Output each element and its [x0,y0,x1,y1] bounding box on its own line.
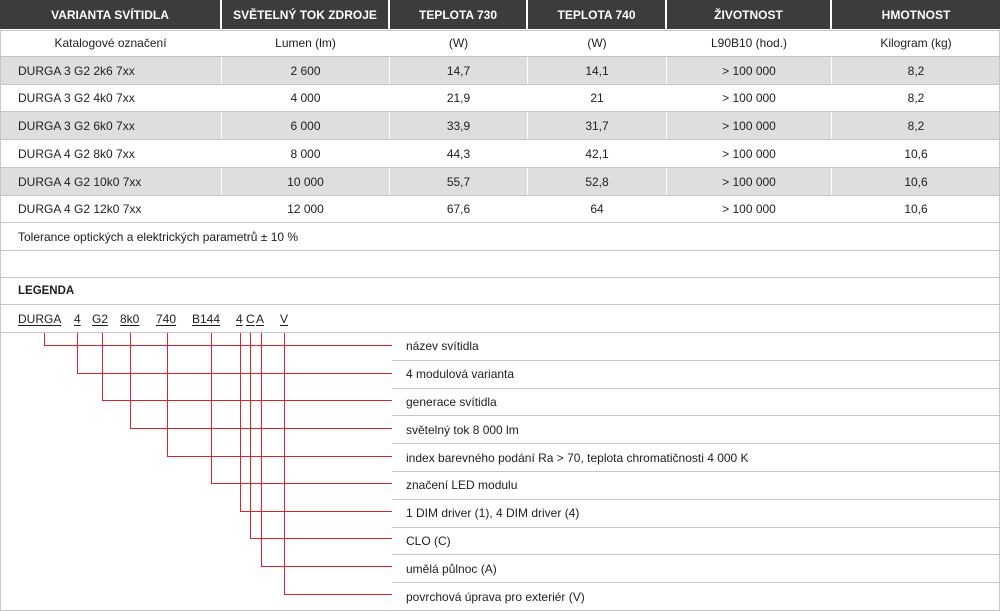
cell-weight: 10,6 [832,168,1000,195]
code-segment-led-module: B144 [192,312,221,326]
legend-item: 1 DIM driver (1), 4 DIM driver (4) [392,500,1000,528]
connector-line-generation [103,333,393,401]
code-segment-driver: 4 [236,312,243,326]
cell-variant: DURGA 4 G2 10k0 7xx [0,168,222,195]
cell-lifetime: > 100 000 [667,85,832,111]
code-segment-finish: V [280,312,289,326]
table-row [0,168,1000,196]
cell-power-730: 14,7 [390,57,528,84]
cell-power-730: 44,3 [390,140,528,167]
connector-line-driver [241,333,393,512]
legend-item: 4 modulová varianta [392,361,1000,389]
code-segment-clo: C [246,312,255,326]
cell-power-730: 67,6 [390,196,528,222]
cell-weight: 10,6 [904,202,928,216]
product-code [0,305,1000,333]
cell-flux: 6 000 [222,112,390,139]
table-row [0,196,1000,223]
table-row [0,57,1000,85]
legend-title: LEGENDA [0,278,1000,305]
cell-weight: 8,2 [832,112,1000,139]
unit-kilogram: Kilogram (kg) [880,36,952,50]
header-variant: VARIANTA SVÍTIDLA [0,0,222,29]
cell-weight: 10,6 [904,146,928,161]
empty-row [0,251,1000,278]
legend-area [0,333,1000,611]
connector-line-color [168,333,393,457]
legend-item: značení LED modulu [392,472,1000,500]
table-row [0,85,1000,112]
cell-power-730: 55,7 [390,168,528,195]
legend-item: CLO (C) [392,528,1000,556]
header-lifetime: ŽIVOTNOST [667,0,832,29]
connector-line-clo [251,333,393,539]
header-power-740: TEPLOTA 740 [528,0,667,29]
code-segment-modules: 4 [74,312,81,326]
code-segment-name: DURGA [18,312,62,326]
unit-watt-740: (W) [528,30,667,56]
code-segment-midnight: A [256,312,265,326]
cell-lifetime: > 100 000 [667,112,832,139]
legend-list [392,333,1000,611]
cell-variant: DURGA 3 G2 2k6 7xx [0,57,222,84]
code-segment-generation: G2 [92,312,109,326]
header-luminous-flux: SVĚTELNÝ TOK ZDROJE [222,0,390,29]
connector-line-name [45,333,393,346]
legend-item: světelný tok 8 000 lm [392,416,1000,444]
cell-flux: 8 000 [222,140,390,167]
cell-flux: 2 600 [222,57,390,84]
unit-lumen: Lumen (lm) [222,30,390,56]
cell-power-740: 42,1 [528,140,667,167]
cell-variant: DURGA 4 G2 8k0 7xx [0,140,222,167]
cell-variant: DURGA 4 G2 12k0 7xx [0,196,222,222]
cell-flux: 4 000 [222,85,390,111]
cell-power-730: 21,9 [390,85,528,111]
code-segment-flux: 8k0 [120,312,140,326]
cell-variant: DURGA 3 G2 4k0 7xx [0,85,222,111]
legend-item: povrchová úprava pro exteriér (V) [406,590,585,605]
table-row [0,140,1000,168]
cell-lifetime: > 100 000 [667,168,832,195]
unit-lifetime: L90B10 (hod.) [667,30,832,56]
unit-watt-730: (W) [390,30,528,56]
connector-lines [0,333,392,611]
connector-line-modules [78,333,393,374]
header-weight: HMOTNOST [832,0,1000,29]
cell-power-740: 31,7 [528,112,667,139]
legend-item: generace svítidla [392,389,1000,417]
cell-power-740: 21 [528,85,667,111]
connector-line-finish [285,333,393,595]
cell-power-740: 14,1 [528,57,667,84]
legend-item: index barevného podání Ra > 70, teplota chromatičnosti 4 000 K [392,444,1000,472]
connector-line-led-module [212,333,393,484]
cell-lifetime: > 100 000 [667,140,832,167]
cell-power-740: 52,8 [528,168,667,195]
cell-lifetime: > 100 000 [667,57,832,84]
tolerance-note: Tolerance optických a elektrických parametrů ± 10 % [0,223,1000,251]
connector-line-midnight [262,333,393,567]
cell-lifetime: > 100 000 [667,196,832,222]
header-power-730: TEPLOTA 730 [390,0,528,29]
cell-weight: 8,2 [832,57,1000,84]
legend-item: název svítidla [392,333,1000,361]
cell-weight: 8,2 [907,91,925,105]
cell-flux: 12 000 [222,196,390,222]
unit-catalog-designation: Katalogové označení [0,30,222,56]
code-segment-color: 740 [156,312,177,326]
cell-power-730: 33,9 [390,112,528,139]
table-header-row [0,0,1000,30]
cell-variant: DURGA 3 G2 6k0 7xx [0,112,222,139]
table-row [0,112,1000,140]
table-units-row [0,30,1000,57]
cell-flux: 10 000 [222,168,390,195]
cell-power-740: 64 [528,196,667,222]
legend-item: umělá půlnoc (A) [392,555,1000,583]
